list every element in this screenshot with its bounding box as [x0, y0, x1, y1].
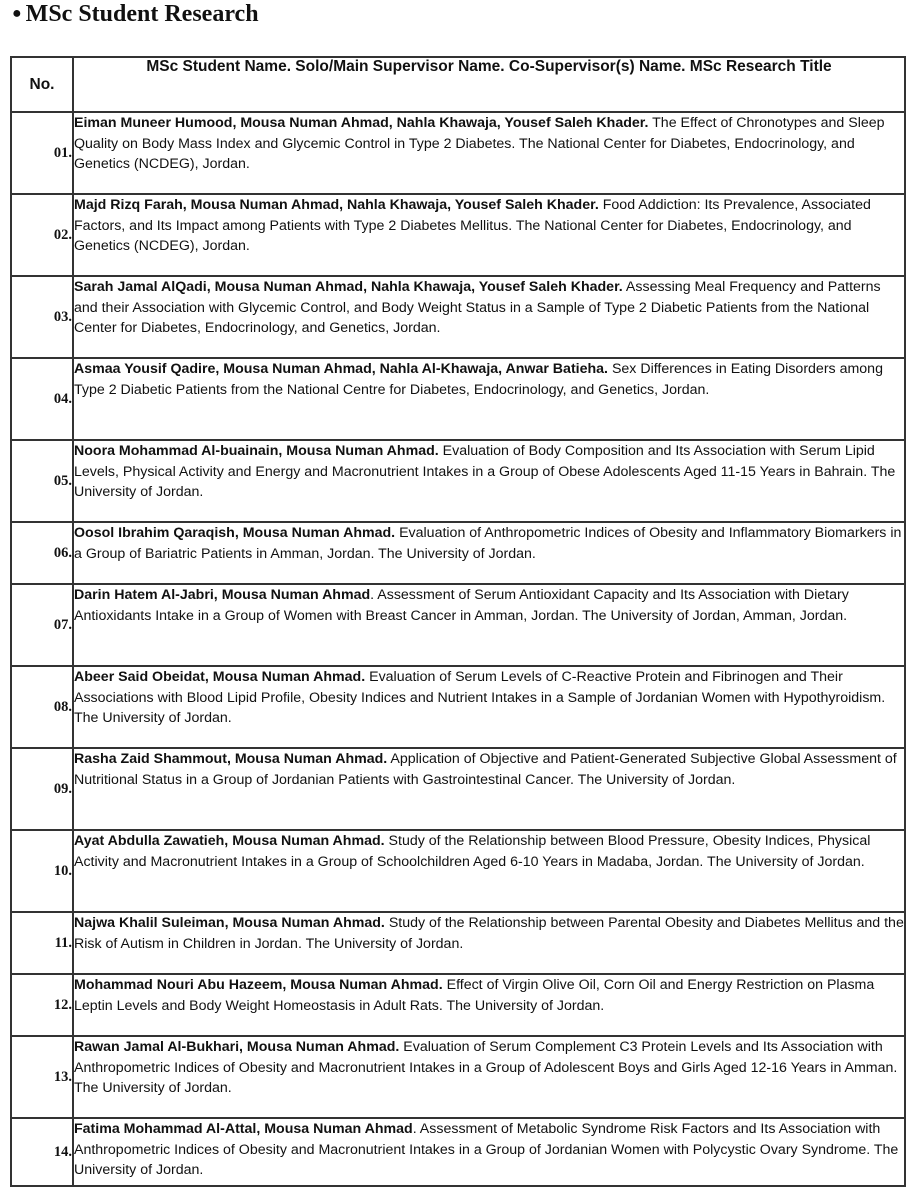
research-title: Sex Differences in Eating Disorders among Type 2 Diabetic Patients from the National Centre for Diabetes, Endocrinology, and Genetics, Jordan. — [74, 361, 883, 398]
research-entry — [73, 584, 905, 666]
row-number: 11. — [11, 912, 73, 974]
student-supervisor-names: Rasha Zaid Shammout, Mousa Numan Ahmad. — [74, 751, 388, 767]
research-title: . Assessment of Metabolic Syndrome Risk Factors and Its Association with Anthropometric Indices of Obesity and Macronutrient Intakes in a Group of Jordanian Women with Polycystic Ovary Syndrome. The University of Jordan. — [74, 1121, 899, 1178]
research-entry — [73, 276, 905, 358]
research-title: Evaluation of Body Composition and Its Association with Serum Lipid Levels, Physical Activity and Energy and Macronutrient Intakes in a Group of Obese Adolescents Aged 11-15 Years in Bahrain. The University of Jordan. — [74, 443, 896, 500]
table-header-row — [11, 57, 905, 112]
row-number: 08. — [11, 666, 73, 748]
student-supervisor-names: Sarah Jamal AlQadi, Mousa Numan Ahmad, Nahla Khawaja, Yousef Saleh Khader. — [74, 279, 623, 295]
row-number: 07. — [11, 584, 73, 666]
column-header-details: MSc Student Name. Solo/Main Supervisor Name. Co-Supervisor(s) Name. MSc Research Title — [73, 57, 905, 112]
research-table — [10, 56, 906, 1187]
row-number: 14. — [11, 1118, 73, 1186]
student-supervisor-names: Abeer Said Obeidat, Mousa Numan Ahmad. — [74, 669, 366, 685]
row-number: 06. — [11, 522, 73, 584]
research-entry — [73, 440, 905, 522]
row-number: 03. — [11, 276, 73, 358]
research-title: Evaluation of Serum Levels of C-Reactive Protein and Fibrinogen and Their Associations with Blood Lipid Profile, Obesity Indices and Nutrient Intakes in a Sample of Jordanian Women with Hypothyroidism. The University of Jordan. — [74, 669, 886, 726]
table-row — [11, 912, 905, 974]
research-entry — [73, 830, 905, 912]
student-supervisor-names: Rawan Jamal Al-Bukhari, Mousa Numan Ahmad. — [74, 1039, 400, 1055]
table-row — [11, 748, 905, 830]
bullet-icon: ● — [12, 5, 22, 22]
student-supervisor-names: Oosol Ibrahim Qaraqish, Mousa Numan Ahmad. — [74, 525, 396, 541]
research-title: Assessing Meal Frequency and Patterns and their Association with Glycemic Control, and Body Weight Status in a Sample of Type 2 Diabetic Patients from the National Center for Diabetes, Endocrinology, and Genetics, Jordan. — [74, 279, 881, 336]
table-row — [11, 974, 905, 1036]
table-row — [11, 358, 905, 440]
research-title: The Effect of Chronotypes and Sleep Quality on Body Mass Index and Glycemic Control in Type 2 Diabetes. The National Center for Diabetes, Endocrinology, and Genetics (NCDEG), Jordan. — [74, 115, 885, 172]
student-supervisor-names: Fatima Mohammad Al-Attal, Mousa Numan Ahmad — [74, 1121, 413, 1137]
research-entry — [73, 748, 905, 830]
row-number: 01. — [11, 112, 73, 194]
table-row — [11, 112, 905, 194]
research-title: Evaluation of Serum Complement C3 Protein Levels and Its Association with Anthropometric Indices of Obesity and Macronutrient Intakes in a Group of Adolescent Boys and Girls Aged 12-16 Years in Amman. The University of Jordan. — [74, 1039, 898, 1096]
row-number: 02. — [11, 194, 73, 276]
student-supervisor-names: Najwa Khalil Suleiman, Mousa Numan Ahmad. — [74, 915, 385, 931]
table-row — [11, 194, 905, 276]
row-number: 05. — [11, 440, 73, 522]
table-row — [11, 1118, 905, 1186]
research-title: Application of Objective and Patient-Generated Subjective Global Assessment of Nutritional Status in a Group of Jordanian Patients with Gastrointestinal Cancer. The University of Jordan. — [74, 751, 897, 788]
table-row — [11, 440, 905, 522]
student-supervisor-names: Majd Rizq Farah, Mousa Numan Ahmad, Nahla Khawaja, Yousef Saleh Khader. — [74, 197, 599, 213]
student-supervisor-names: Eiman Muneer Humood, Mousa Numan Ahmad, Nahla Khawaja, Yousef Saleh Khader. — [74, 115, 649, 131]
research-title: . Assessment of Serum Antioxidant Capacity and Its Association with Dietary Antioxidants Intake in a Group of Women with Breast Cancer in Amman, Jordan. The University of Jordan, Amman, Jordan. — [74, 587, 849, 624]
student-supervisor-names: Mohammad Nouri Abu Hazeem, Mousa Numan Ahmad. — [74, 977, 443, 993]
student-supervisor-names: Darin Hatem Al-Jabri, Mousa Numan Ahmad — [74, 587, 371, 603]
research-entry — [73, 974, 905, 1036]
research-title: Effect of Virgin Olive Oil, Corn Oil and Energy Restriction on Plasma Leptin Levels and Body Weight Homeostasis in Adult Rats. The University of Jordan. — [74, 977, 875, 1014]
research-entry — [73, 666, 905, 748]
research-entry — [73, 1118, 905, 1186]
section-heading — [12, 0, 259, 28]
row-number: 13. — [11, 1036, 73, 1118]
table-row — [11, 584, 905, 666]
research-entry — [73, 912, 905, 974]
research-title: Study of the Relationship between Parental Obesity and Diabetes Mellitus and the Risk of Autism in Children in Jordan. The University of Jordan. — [74, 915, 904, 952]
column-header-no: No. — [11, 57, 73, 112]
student-supervisor-names: Noora Mohammad Al-buainain, Mousa Numan Ahmad. — [74, 443, 439, 459]
research-entry — [73, 522, 905, 584]
research-title: Food Addiction: Its Prevalence, Associated Factors, and Its Impact among Patients with Type 2 Diabetes Mellitus. The National Center for Diabetes, Endocrinology, and Genetics (NCDEG), Jordan. — [74, 197, 871, 254]
research-entry — [73, 358, 905, 440]
research-entry — [73, 194, 905, 276]
table-row — [11, 666, 905, 748]
research-title: Evaluation of Anthropometric Indices of Obesity and Inflammatory Biomarkers in a Group of Bariatric Patients in Amman, Jordan. The University of Jordan. — [74, 525, 902, 562]
table-row — [11, 522, 905, 584]
row-number: 04. — [11, 358, 73, 440]
table-row — [11, 830, 905, 912]
row-number: 10. — [11, 830, 73, 912]
table-row — [11, 276, 905, 358]
research-entry — [73, 1036, 905, 1118]
row-number: 09. — [11, 748, 73, 830]
row-number: 12. — [11, 974, 73, 1036]
research-title: Study of the Relationship between Blood Pressure, Obesity Indices, Physical Activity and Macronutrient Intakes in a Group of Schoolchildren Aged 6-10 Years in Madaba, Jordan. The University of Jordan. — [74, 833, 871, 870]
research-entry — [73, 112, 905, 194]
section-title: MSc Student Research — [25, 1, 259, 27]
table-row — [11, 1036, 905, 1118]
student-supervisor-names: Ayat Abdulla Zawatieh, Mousa Numan Ahmad. — [74, 833, 385, 849]
student-supervisor-names: Asmaa Yousif Qadire, Mousa Numan Ahmad, Nahla Al-Khawaja, Anwar Batieha. — [74, 361, 608, 377]
